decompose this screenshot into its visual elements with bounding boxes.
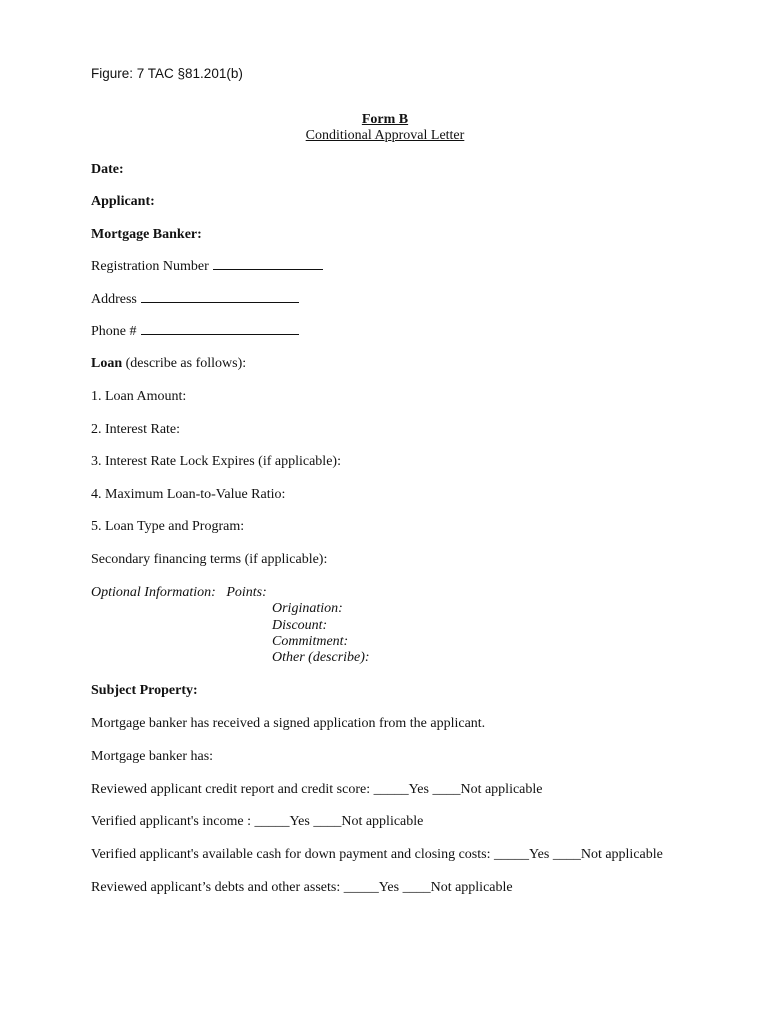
registration-number-label: Registration Number (91, 259, 209, 274)
loan-label: Loan (91, 356, 123, 371)
secondary-financing: Secondary financing terms (if applicable): (91, 552, 328, 567)
registration-number-row (91, 257, 323, 276)
loan-note: (describe as follows): (122, 356, 247, 371)
applicant-label: Applicant: (91, 194, 155, 209)
figure-reference: Figure: 7 TAC §81.201(b) (91, 66, 243, 81)
loan-item: 4. Maximum Loan-to-Value Ratio: (91, 487, 286, 502)
form-subtitle: Conditional Approval Letter (305, 128, 465, 143)
address-blank[interactable] (141, 290, 299, 303)
date-label: Date: (91, 162, 124, 177)
subject-property-label: Subject Property: (91, 683, 198, 698)
check-item-income: Verified applicant's income : _____Yes ____Not applicable (91, 814, 424, 829)
phone-row (91, 322, 299, 341)
optional-info-row (91, 584, 267, 602)
points-item: Other (describe): (272, 650, 370, 665)
check-item-cash: Verified applicant's available cash for down payment and closing costs: _____Yes ____Not applicable (91, 847, 663, 862)
mortgage-banker-label: Mortgage Banker: (91, 227, 202, 242)
points-item: Discount: (272, 618, 328, 633)
optional-info-label: Optional Information: (91, 585, 216, 600)
check-item-credit: Reviewed applicant credit report and credit score: _____Yes ____Not applicable (91, 782, 543, 797)
address-label: Address (91, 292, 137, 307)
phone-blank[interactable] (141, 322, 299, 335)
registration-number-blank[interactable] (213, 257, 323, 270)
received-statement: Mortgage banker has received a signed application from the applicant. (91, 716, 486, 731)
form-title: Form B (361, 112, 409, 127)
loan-item: 3. Interest Rate Lock Expires (if applicable): (91, 454, 341, 469)
loan-item: 5. Loan Type and Program: (91, 519, 245, 534)
points-label: Points: (226, 585, 267, 600)
address-row (91, 290, 299, 309)
loan-item: 1. Loan Amount: (91, 389, 187, 404)
has-statement: Mortgage banker has: (91, 749, 214, 764)
phone-label: Phone # (91, 324, 137, 339)
points-item: Commitment: (272, 634, 349, 649)
points-item: Origination: (272, 601, 343, 616)
check-item-debts: Reviewed applicant’s debts and other assets: _____Yes ____Not applicable (91, 880, 513, 895)
loan-item: 2. Interest Rate: (91, 422, 181, 437)
loan-heading (91, 355, 246, 373)
